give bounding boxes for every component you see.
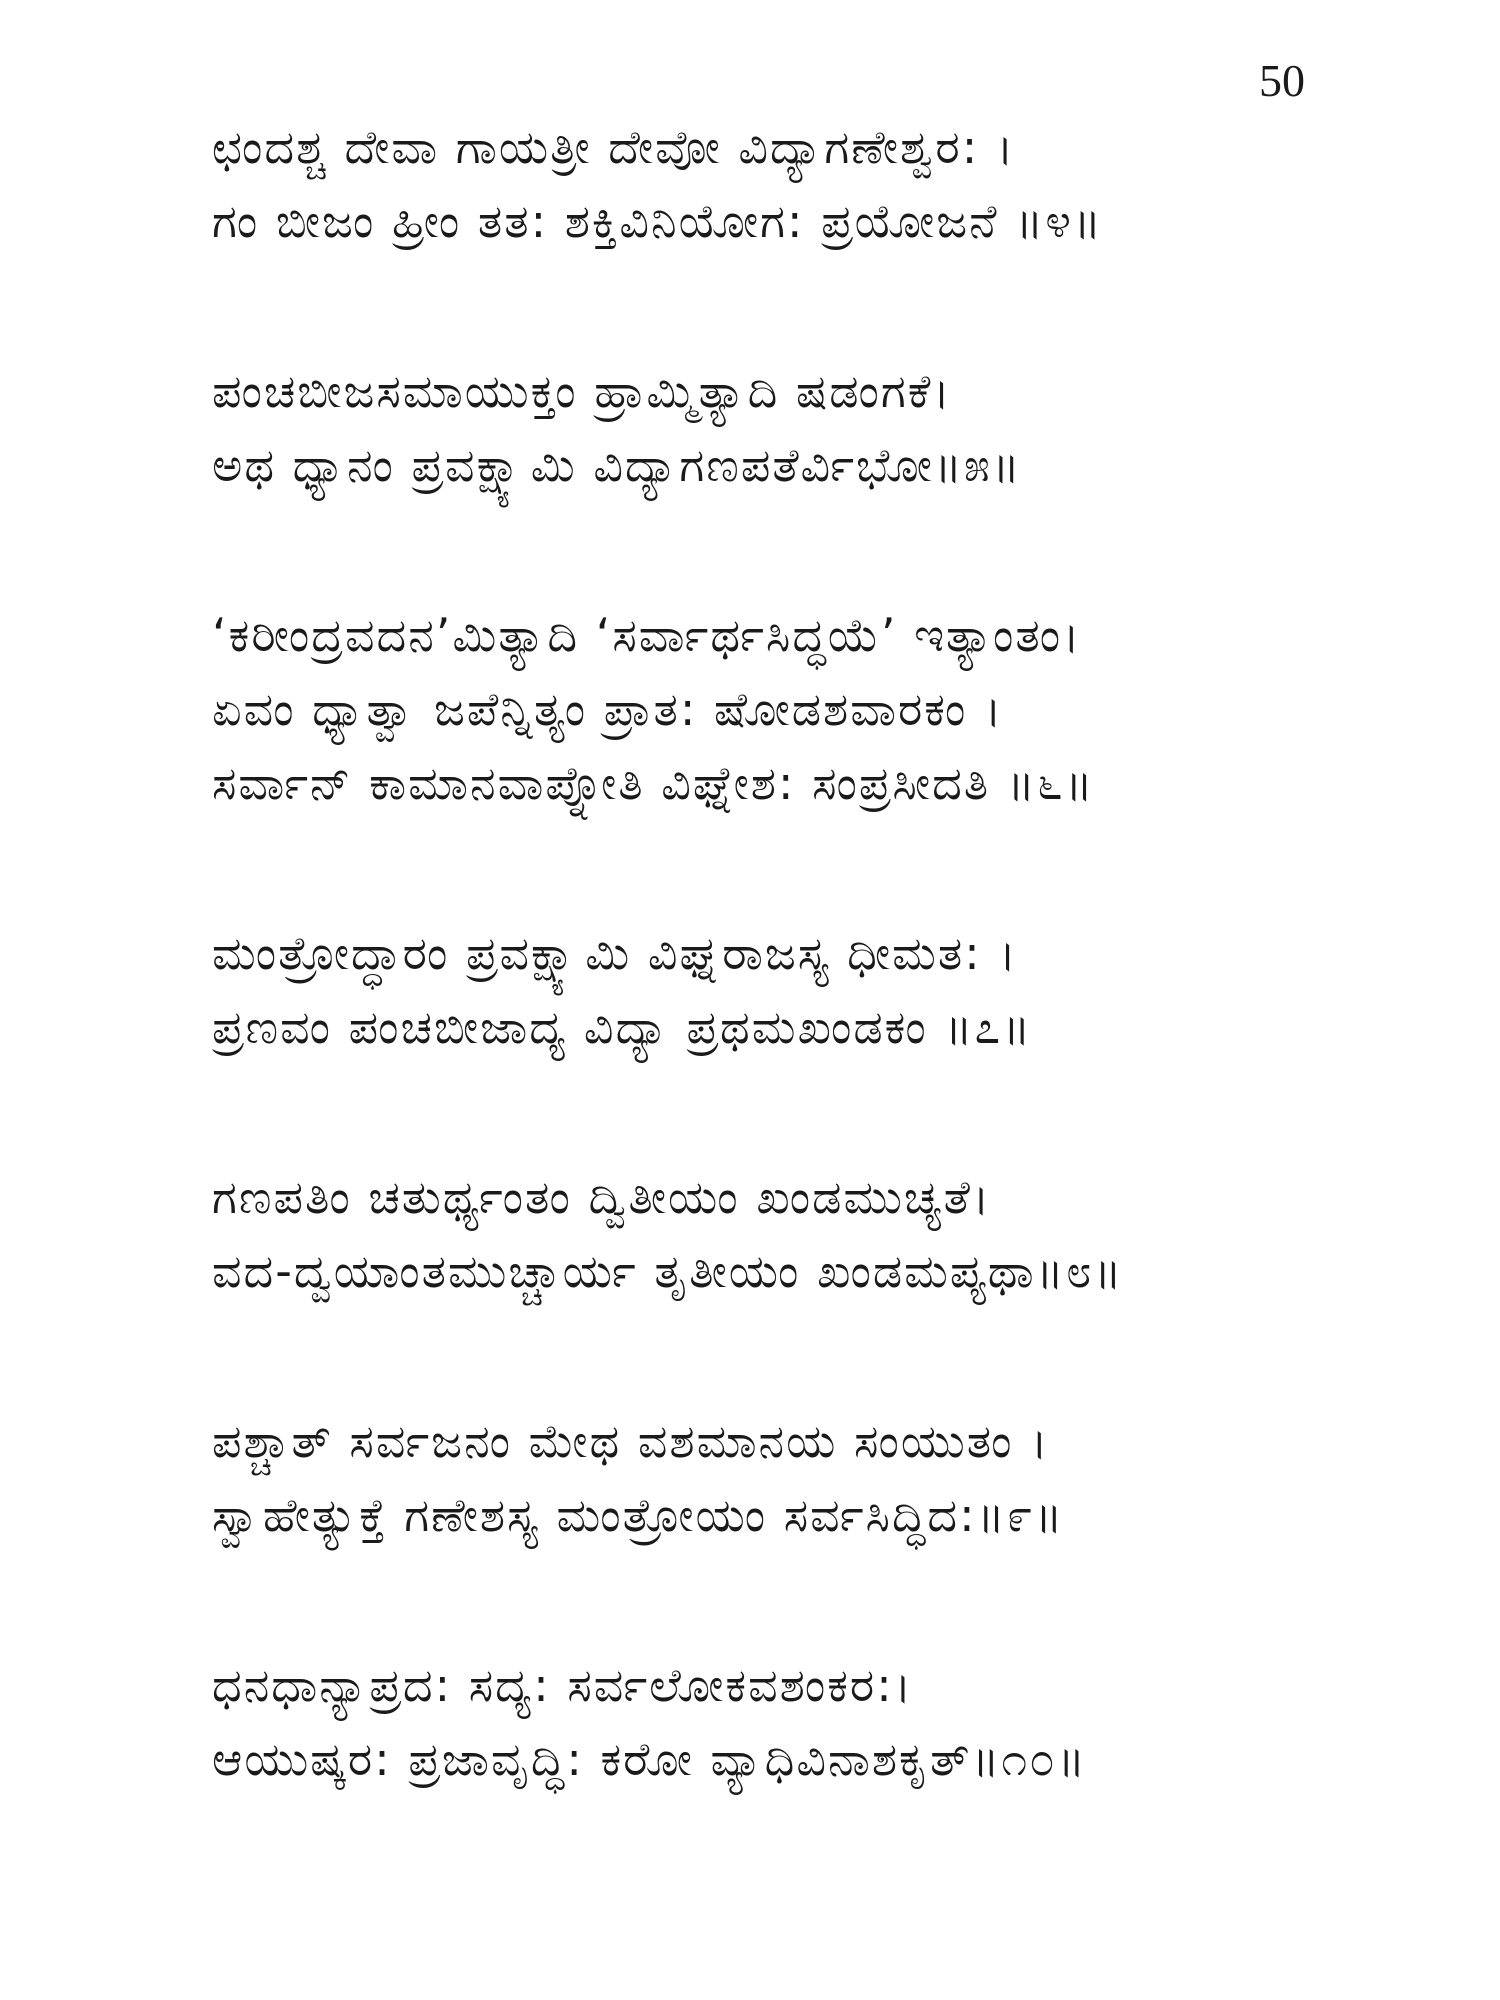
verse-line: ಪಶ್ಚಾತ್ ಸರ್ವಜನಂ ಮೇಥ ವಶಮಾನಯ ಸಂಯುತಂ । [212, 1414, 1050, 1468]
page-number: 50 [1259, 55, 1305, 106]
verse-8 [212, 1160, 1362, 1308]
verse-line: ಗಂ ಬೀಜಂ ಹ್ರೀಂ ತತ: ಶಕ್ತಿವಿನಿಯೋಗ: ಪ್ರಯೋಜನೆ ॥೪॥ [212, 194, 1104, 248]
verse-line: ಛಂದಶ್ಚ ದೇವಾ ಗಾಯತ್ರೀ ದೇವೋ ವಿದ್ಯಾಗಣೇಶ್ವರ: । [212, 120, 1016, 174]
verse-text [212, 110, 1362, 1892]
verse-6 [212, 598, 1362, 820]
verse-line: ಸ್ವಾಹೇತ್ಯುಕ್ತೆ ಗಣೇಶಸ್ಯ ಮಂತ್ರೋಯಂ ಸರ್ವಸಿದ್ಧಿದ:॥೯॥ [212, 1488, 1065, 1542]
verse-5 [212, 354, 1362, 502]
verse-line: ಅಥ ಧ್ಯಾನಂ ಪ್ರವಕ್ಷ್ಯಾಮಿ ವಿದ್ಯಾಗಣಪತೆರ್ವಿಭೋ॥೫॥ [212, 438, 1022, 492]
verse-10 [212, 1648, 1362, 1796]
verse-line: ವದ-ದ್ವಯಾಂತಮುಚ್ಚಾರ್ಯ ತೃತೀಯಂ ಖಂಡಮಪ್ಯಥಾ॥೮॥ [212, 1244, 1124, 1298]
verse-line: ಧನಧಾನ್ಯಾಪ್ರದ: ಸದ್ಯ: ಸರ್ವಲೋಕವಶಂಕರ:। [212, 1658, 914, 1712]
verse-line: ಆಯುಷ್ಕರ: ಪ್ರಜಾವೃದ್ಧಿ: ಕರೋ ವ್ಯಾಧಿವಿನಾಶಕೃತ್॥೧೦॥ [212, 1732, 1088, 1786]
verse-line: ಮಂತ್ರೋದ್ಧಾರಂ ಪ್ರವಕ್ಷ್ಯಾಮಿ ವಿಘ್ನರಾಜಸ್ಯ ಧೀಮತ: । [212, 926, 1018, 980]
verse-line: ‘ಕರೀಂದ್ರವದನ’ಮಿತ್ಯಾದಿ ‘ಸರ್ವಾರ್ಥಸಿದ್ಧಯೆ’ ಇತ್ಯಾಂತಂ। [212, 608, 1082, 662]
verse-line: ಸರ್ವಾನ್ ಕಾಮಾನವಾಪ್ನೋತಿ ವಿಘ್ನೇಶ: ಸಂಪ್ರಸೀದತಿ ॥೬॥ [212, 756, 1095, 810]
verse-7 [212, 916, 1362, 1064]
verse-line: ಗಣಪತಿಂ ಚತುರ್ಥ್ಯಂತಂ ದ್ವಿತೀಯಂ ಖಂಡಮುಚ್ಯತೆ। [212, 1170, 992, 1224]
verse-9 [212, 1404, 1362, 1552]
verse-line: ಪ್ರಣವಂ ಪಂಚಬೀಜಾದ್ಯ ವಿದ್ಯಾ ಪ್ರಥಮಖಂಡಕಂ ॥೭॥ [212, 1000, 1033, 1054]
verse-line: ಪಂಚಬೀಜಸಮಾಯುಕ್ತಂ ಹ್ರಾಮ್ಮಿತ್ಯಾದಿ ಷಡಂಗಕೆ। [212, 364, 952, 418]
verse-line: ಏವಂ ಧ್ಯಾತ್ವಾ ಜಪೆನ್ನಿತ್ಯಂ ಪ್ರಾತ: ಷೋಡಶವಾರಕಂ । [212, 682, 1004, 736]
verse-4 [212, 110, 1362, 258]
